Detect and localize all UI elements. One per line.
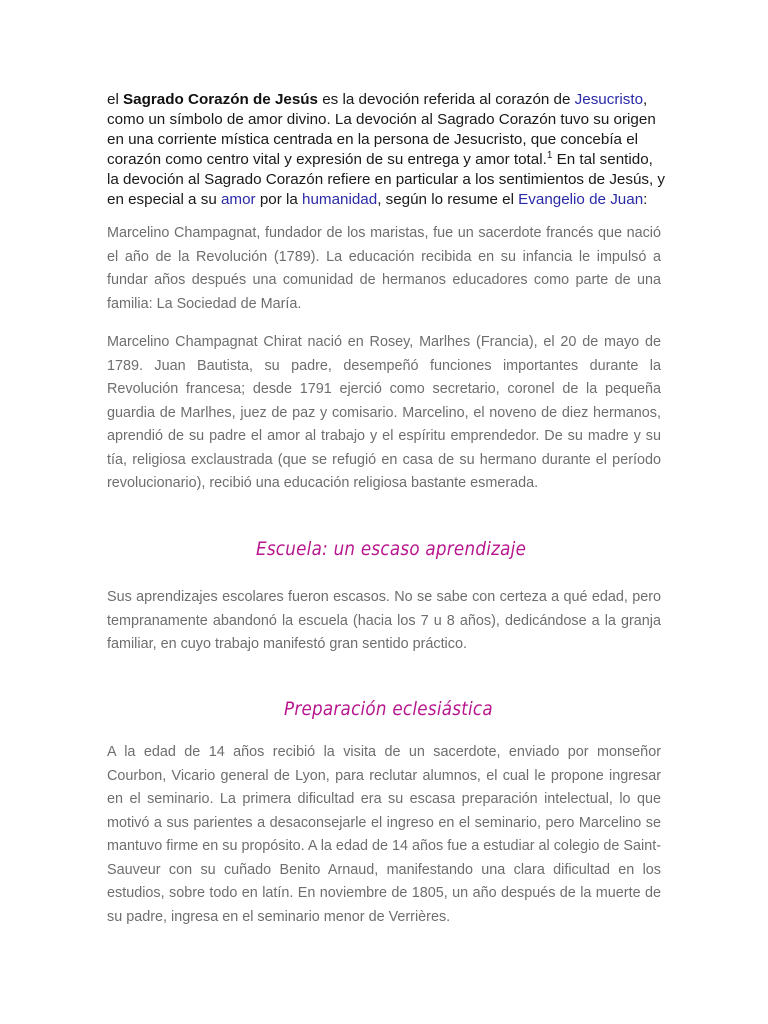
- paragraph-preparacion: A la edad de 14 años recibió la visita de un sacerdote, enviado por monseñor Courbon, Vicario general de Lyon, para reclutar alumnos, el cual le propone ingresar en el seminario. La primera dificultad era su escasa preparación intelectual, lo que motivó a sus parientes a desaconsejarle el ingreso en el seminario, pero Marcelino se mantuvo firme en su propósito. A la edad de 14 años fue a estudiar al colegio de Saint-Sauveur con su cuñado Benito Arnaud, manifestando una clara dificultad en los estudios, sobre todo en latín. En noviembre de 1805, un año después de la muerte de su padre, ingresa en el seminario menor de Verrières.: [107, 744, 661, 925]
- heading-escuela: Escuela: un escaso aprendizaje: [256, 538, 527, 560]
- intro-text: :: [643, 191, 648, 208]
- link-jesucristo[interactable]: Jesucristo: [574, 91, 644, 108]
- heading-preparacion: Preparación eclesiástica: [284, 698, 493, 720]
- paragraph-champagnat-founder: Marcelino Champagnat, fundador de los maristas, fue un sacerdote francés que nació el año de la Revolución (1789). La educación recibida en su infancia le impulsó a fundar años después una comunidad de hermanos educadores como parte de una familia: La Sociedad de María.: [107, 225, 661, 312]
- link-amor[interactable]: amor: [220, 191, 256, 208]
- intro-text: En tal sentido, la devoción al Sagrado Corazón refiere en particular a los sentimientos de Jesús, y en especial a su: [107, 151, 666, 208]
- intro-text: el: [107, 91, 124, 108]
- link-humanidad[interactable]: humanidad: [302, 191, 378, 208]
- paragraph-champagnat-birth: Marcelino Champagnat Chirat nació en Rosey, Marlhes (Francia), el 20 de mayo de 1789. Juan Bautista, su padre, desempeñó funciones importantes durante la Revolución francesa; desde 1791 ejerció como secretario, coronel de la pequeña guardia de Marlhes, juez de paz y comisario. Marcelino, el noveno de diez hermanos, aprendió de su padre el amor al trabajo y el espíritu emprendedor. De su madre y su tía, religiosa exclaustrada (que se refugió en casa de su hermano durante el período revolucionario), recibió una educación religiosa bastante esmerada.: [107, 334, 661, 491]
- intro-text: es la devoción referida al corazón de: [318, 91, 575, 108]
- intro-text: , según lo resume el: [377, 191, 519, 208]
- intro-text: por la: [255, 191, 303, 208]
- intro-paragraph: [107, 90, 667, 210]
- intro-text: , como un símbolo de amor divino. La devoción al Sagrado Corazón tuvo su origen en una corriente mística centrada en la persona de Jesucristo, que concebía el corazón como centro vital y expresión de su entrega y amor total.: [107, 91, 656, 168]
- link-evangelio-de-juan[interactable]: Evangelio de Juan: [518, 191, 644, 208]
- paragraph-escuela: Sus aprendizajes escolares fueron escasos. No se sabe con certeza a qué edad, pero tempranamente abandonó la escuela (hacia los 7 u 8 años), dedicándose a la granja familiar, en cuyo trabajo manifestó gran sentido práctico.: [107, 589, 661, 652]
- intro-bold-term: Sagrado Corazón de Jesús: [123, 91, 319, 108]
- footnote-marker[interactable]: 1: [546, 149, 553, 161]
